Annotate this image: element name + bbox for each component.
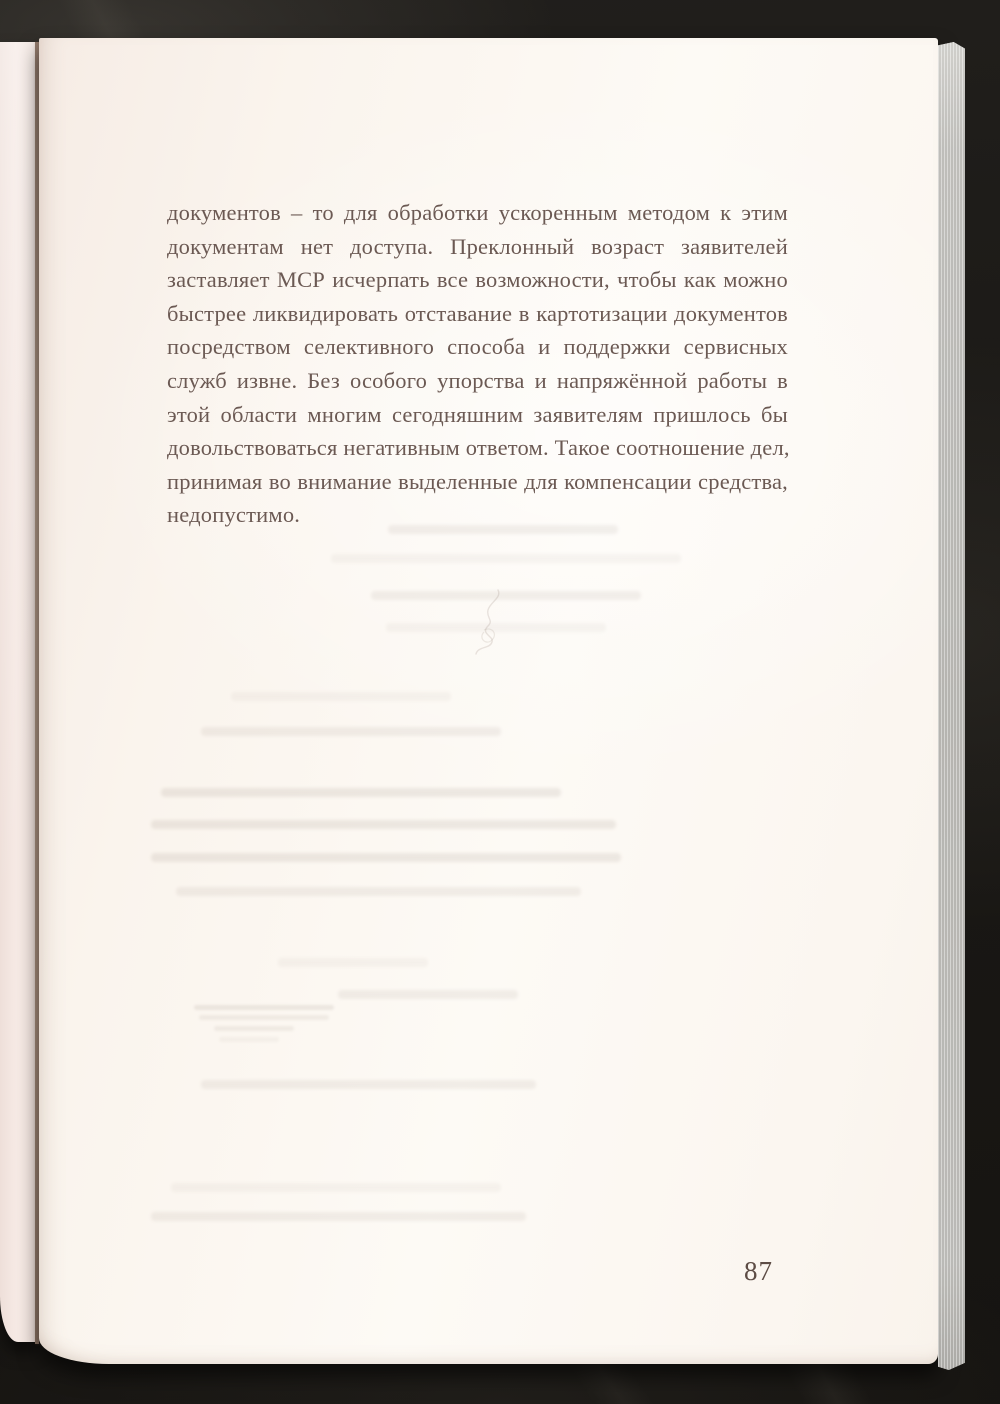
paragraph-line: быстрее ликвидировать отставание в картотизации документов [167,300,788,326]
bleed-through-line [231,692,451,701]
paragraph-line: заставляет МСР исчерпать все возможности, чтобы как можно [167,267,788,293]
bleed-through-line [161,788,561,797]
paragraph-line: довольствоваться негативным ответом. Такое соотношение дел, [167,435,790,461]
page-number: 87 [744,1256,773,1286]
body-paragraph [167,196,788,532]
bleed-through-line [201,727,501,736]
paragraph-line: принимая во внимание выделенные для компенсации средства, [167,468,788,494]
bleed-through-line [151,853,621,862]
bleed-through-line [176,887,581,896]
book-page [39,38,938,1364]
bleed-through-line [338,990,518,999]
bleed-through-line [278,958,428,967]
paragraph-line: этой области многим сегодняшним заявителям пришлось бы [167,401,788,427]
bleed-through-line [151,820,616,829]
paragraph-line: документов – то для обработки ускоренным методом к этим [167,200,788,225]
bleed-through-caption [219,1037,279,1042]
bleed-through-line [201,1080,536,1089]
paragraph-line: документам нет доступа. Преклонный возраст заявителей [167,233,788,259]
bleed-through-line [171,1183,501,1192]
bleed-through-line [388,525,618,534]
bleed-through-caption [214,1026,294,1031]
bleed-through-caption [194,1005,334,1010]
paragraph-line: посредством селективного способа и поддержки сервисных [167,334,788,360]
pen-squiggle-artifact [464,586,510,658]
paragraph-line: недопустимо. [167,502,301,528]
bleed-through-line [151,1212,526,1221]
paragraph-line: служб извне. Без особого упорства и напряжённой работы в [167,367,788,393]
facing-page-edge [0,42,36,1342]
bleed-through-caption [199,1015,329,1020]
bleed-through-line [331,554,681,563]
fore-edge-page-stack [938,42,965,1370]
